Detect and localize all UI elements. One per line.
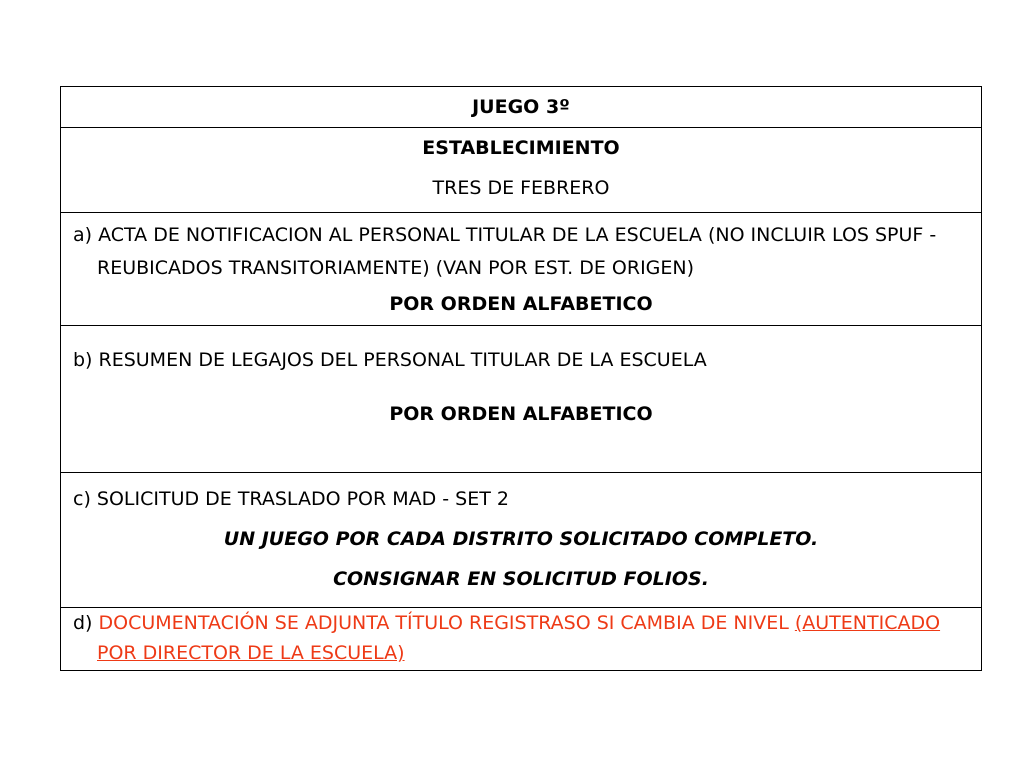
item-a-note: POR ORDEN ALFABETICO	[389, 293, 653, 315]
item-d-red-text: DOCUMENTACIÓN SE ADJUNTA TÍTULO REGISTRASO SI CAMBIA DE NIVEL	[98, 612, 795, 634]
item-c-row	[61, 473, 982, 608]
item-a-cell	[61, 213, 982, 326]
item-a-text: a) ACTA DE NOTIFICACION AL PERSONAL TITULAR DE LA ESCUELA (NO INCLUIR LOS SPUF - REUBICADOS TRANSITORIAMENTE) (VAN POR EST. DE ORIGEN)	[73, 224, 937, 279]
item-c-note-1: UN JUEGO POR CADA DISTRITO SOLICITADO COMPLETO.	[223, 528, 819, 550]
item-b-row	[61, 326, 982, 473]
establecimiento-value: TRES DE FEBRERO	[432, 177, 610, 199]
table-title: JUEGO 3º	[472, 96, 570, 118]
item-d-red-underlined: (AUTENTICADO POR DIRECTOR DE LA ESCUELA)	[97, 612, 941, 664]
title-row	[61, 87, 982, 128]
item-d-row	[61, 608, 982, 671]
title-cell	[61, 87, 982, 128]
item-c-cell	[61, 473, 982, 608]
establecimiento-cell	[61, 128, 982, 213]
establecimiento-label: ESTABLECIMIENTO	[422, 137, 620, 159]
item-c-text: c) SOLICITUD DE TRASLADO POR MAD - SET 2	[73, 488, 509, 510]
item-b-cell	[61, 326, 982, 473]
item-d-prefix: d)	[73, 612, 99, 634]
item-c-note-2: CONSIGNAR EN SOLICITUD FOLIOS.	[333, 568, 709, 590]
item-b-note: POR ORDEN ALFABETICO	[389, 403, 653, 425]
item-d-cell	[61, 608, 982, 671]
item-d-text	[73, 608, 969, 668]
item-a-row	[61, 213, 982, 326]
requirements-table	[60, 86, 982, 671]
establecimiento-row	[61, 128, 982, 213]
item-b-text: b) RESUMEN DE LEGAJOS DEL PERSONAL TITULAR DE LA ESCUELA	[73, 349, 707, 371]
